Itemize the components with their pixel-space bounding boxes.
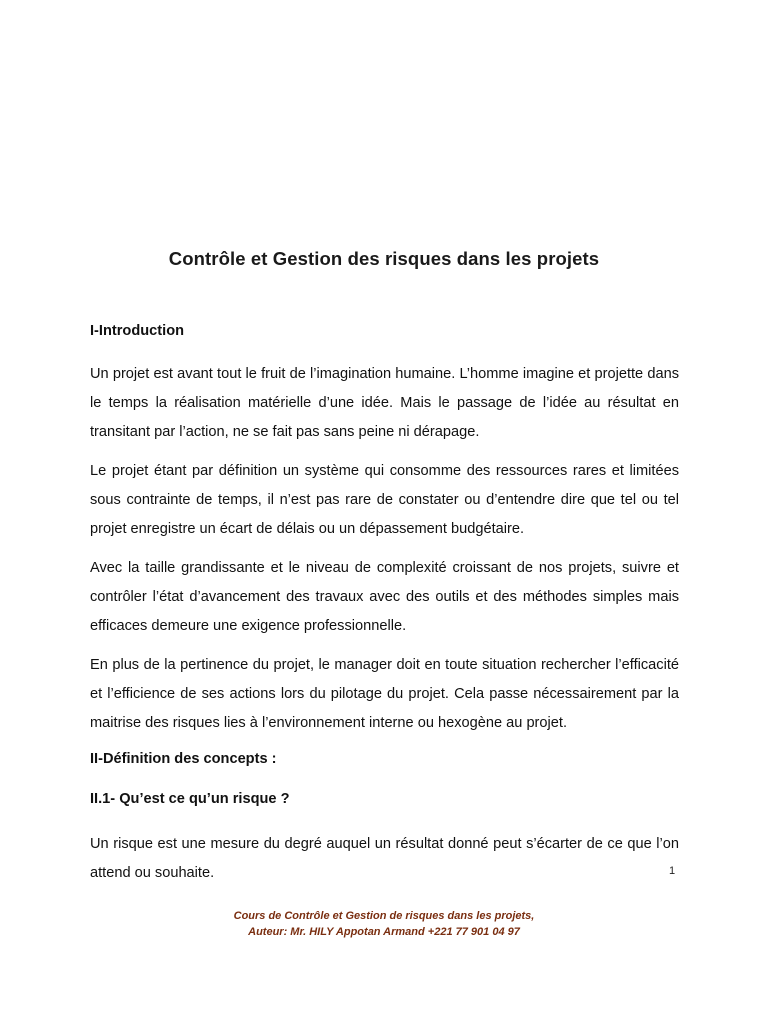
subsection-heading-risk: II.1- Qu’est ce qu’un risque ? (90, 791, 290, 807)
document-title: Contrôle et Gestion des risques dans les projets (168, 248, 600, 269)
intro-paragraph-4: En plus de la pertinence du projet, le manager doit en toute situation rechercher l’efficacité et l’efficience de ses actions lors du pilotage du projet. Cela passe nécessairement par la maitrise des risques lies à l’environnement interne ou hexogène au projet. (90, 657, 679, 731)
footer-course-line: Cours de Contrôle et Gestion de risques dans les projets, (233, 910, 535, 922)
intro-paragraph-3: Avec la taille grandissante et le niveau de complexité croissant de nos projets, suivre et contrôler l’état d’avancement des travaux avec des outils et des méthodes simples mais efficaces demeure une exigence professionnelle. (90, 560, 679, 634)
section-heading-definitions: II-Définition des concepts : (90, 751, 277, 767)
risk-definition-paragraph: Un risque est une mesure du degré auquel un résultat donné peut s’écarter de ce que l’on attend ou souhaite. (90, 836, 679, 881)
intro-paragraph-2: Le projet étant par définition un système qui consomme des ressources rares et limitées sous contrainte de temps, il n’est pas rare de constater ou d’entendre dire que tel ou tel projet enregistre un écart de délais ou un dépassement budgétaire. (90, 463, 679, 537)
intro-paragraph-1: Un projet est avant tout le fruit de l’imagination humaine. L’homme imagine et projette dans le temps la réalisation matérielle d’une idée. Mais le passage de l’idée au résultat en transitant par l’action, ne se fait pas sans peine ni dérapage. (90, 366, 679, 440)
section-heading-introduction: I-Introduction (90, 323, 185, 339)
footer-author-line: Auteur: Mr. HILY Appotan Armand +221 77 901 04 97 (248, 926, 520, 938)
document-body (90, 320, 679, 898)
page-footer (0, 908, 768, 940)
page-number: 1 (669, 865, 676, 877)
